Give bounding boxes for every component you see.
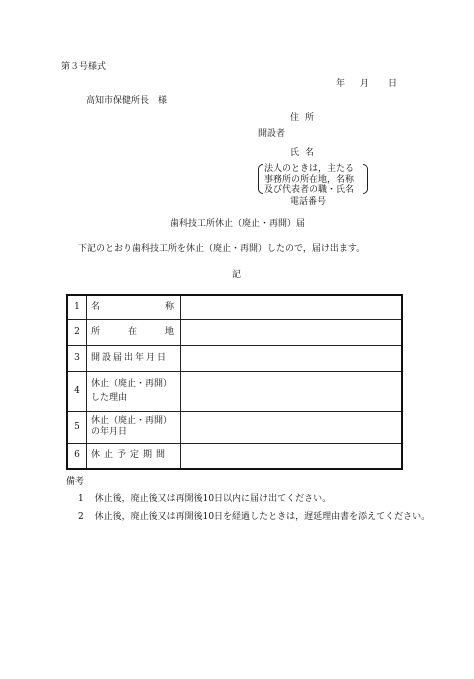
date-year: 年 <box>336 79 346 89</box>
address-label: 住所 <box>290 113 321 123</box>
remarks-title: 備考 <box>66 477 85 487</box>
row-number: 5 <box>67 411 87 443</box>
label-line: 休止（廃止・再開） <box>91 379 173 389</box>
row-label <box>87 371 181 411</box>
date-value-cell[interactable] <box>181 411 403 443</box>
label-char: 所 <box>91 326 101 337</box>
row-label <box>87 295 181 319</box>
label-char: 称 <box>164 301 174 312</box>
label-char: 在 <box>127 326 137 337</box>
label-line: の年月日 <box>91 427 128 437</box>
date-month: 月 <box>360 79 370 89</box>
date-day: 日 <box>388 79 398 89</box>
name-label: 氏名 <box>290 148 321 158</box>
table-row <box>67 443 402 469</box>
addressee: 高知市保健所長 様 <box>86 96 168 106</box>
label-line: した理由 <box>91 393 128 403</box>
ki-heading: 記 <box>232 270 242 280</box>
label-text: 休止予定期間 <box>91 450 170 461</box>
corporate-note-line: 及び代表者の職・氏名 <box>264 185 355 195</box>
label-char: 地 <box>164 326 174 337</box>
opening-date-value-cell[interactable] <box>181 345 403 371</box>
left-bracket <box>258 164 263 194</box>
row-label <box>87 411 181 443</box>
row-number: 6 <box>67 443 87 469</box>
table-row <box>67 319 402 345</box>
document-title: 歯科技工所休止（廃止・再開）届 <box>170 219 306 229</box>
remark-number: 1 <box>78 494 84 504</box>
table-row <box>67 295 402 319</box>
application-table <box>66 294 403 470</box>
label-text: 開設届出年月日 <box>91 352 169 363</box>
row-label <box>87 319 181 345</box>
table-row <box>67 411 402 443</box>
corporate-note <box>258 164 364 194</box>
corporate-note-lines <box>264 164 354 196</box>
table-row <box>67 345 402 371</box>
remark-text: 休止後，廃止後又は再開後10日以内に届け出てください。 <box>94 494 332 504</box>
reason-value-cell[interactable] <box>181 371 403 411</box>
row-label <box>87 345 181 371</box>
remark-item <box>78 513 430 522</box>
corporate-note-line: 事務所の所在地，名称 <box>264 174 355 185</box>
remark-number: 2 <box>78 512 84 522</box>
planned-period-value-cell[interactable] <box>181 443 403 469</box>
row-number: 3 <box>67 345 87 371</box>
label-char: 名 <box>91 301 101 312</box>
intro-text: 下記のとおり歯科技工所を休止（廃止・再開）したので，届け出ます。 <box>78 244 366 254</box>
row-number: 1 <box>67 295 87 319</box>
label-line: 休止（廃止・再開） <box>91 416 173 426</box>
table-row <box>67 371 402 411</box>
date-line <box>336 80 398 90</box>
form-number: 第３号様式 <box>61 62 107 72</box>
corporate-note-line: 法人のときは，主たる <box>264 164 355 174</box>
row-number: 2 <box>67 319 87 345</box>
remark-text: 休止後，廃止後又は再開後10日を経過したときは，遅延理由書を添えてください。 <box>94 512 431 522</box>
row-label <box>87 443 181 469</box>
name-value-cell[interactable] <box>181 295 403 319</box>
remark-item <box>78 495 331 504</box>
phone-label: 電話番号 <box>290 197 327 207</box>
row-number: 4 <box>67 371 87 411</box>
right-bracket <box>363 164 368 194</box>
founder-label: 開設者 <box>258 129 286 139</box>
location-value-cell[interactable] <box>181 319 403 345</box>
